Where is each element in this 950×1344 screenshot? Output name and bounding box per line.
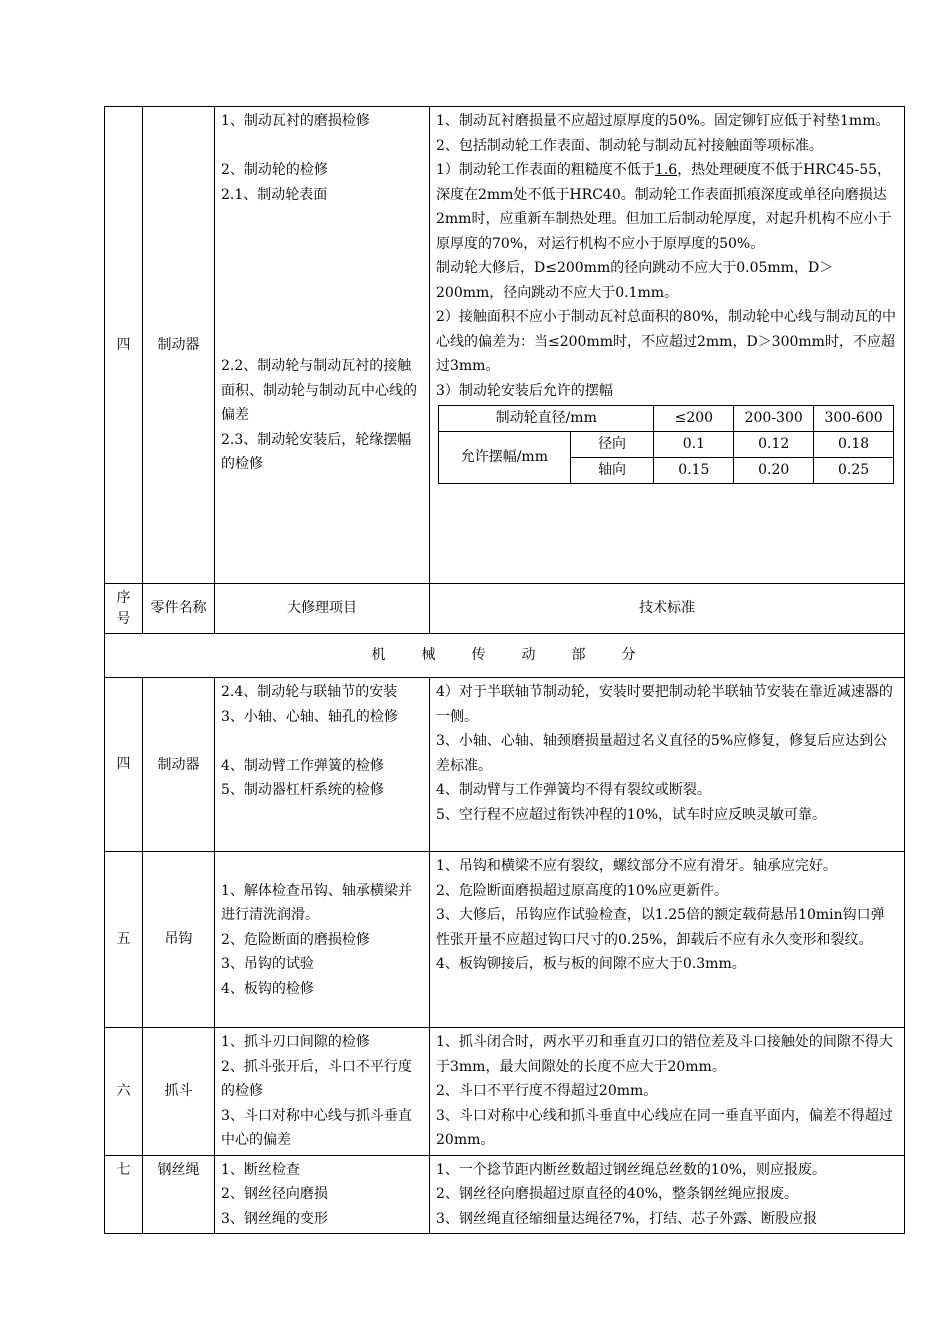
header-item: 大修理项目 [215,584,430,634]
part-name-cell: 制动器 [143,678,215,852]
standards-cell [430,1155,905,1234]
value-cell: 0.1 [654,432,734,458]
roughness-value: 1.6 [654,162,678,178]
repair-item: 3、吊钩的试验 [221,956,314,972]
standard-text: 制动轮大修后，D≤200mm的径向跳动不应大于0.05mm，D＞200mm，径向跳动不应大于0.1mm。 [436,260,834,301]
repair-item: 2、钢丝径向磨损 [221,1186,328,1202]
value-cell: 0.15 [654,458,734,484]
standard-text: 1）制动轮工作表面的粗糙度不低于1.6，热处理硬度不低于HRC45-55，深度在2mm处不低于HRC40。制动轮工作表面抓痕深度或单径向磨损达2mm时，应重新车制热处理。但加工后制动轮厚度，对起升机构不应小于原厚度的70%，对运行机构不应小于原厚度的50%。 [436,162,892,252]
header-part: 零件名称 [143,584,215,634]
standard-text: 2、钢丝径向磨损超过原直径的40%，整条钢丝绳应报废。 [436,1186,799,1202]
repair-item: 2、危险断面的磨损检修 [221,931,370,948]
repair-items-cell [215,852,430,1028]
standards-cell [430,107,905,584]
diameter-col: ≤200 [654,406,734,432]
header-seq: 序号 [105,584,143,634]
standard-text: 2）接触面积不应小于制动瓦衬总面积的80%，制动轮中心线与制动瓦的中心线的偏差为：当≤200mm时，不应超过2mm，D＞300mm时，不应超过3mm。 [436,309,897,374]
repair-item: 5、制动器杠杆系统的检修 [221,782,384,798]
row-brake-1 [105,107,905,584]
table-header-row [105,584,905,634]
repair-item: 4、制动臂工作弹簧的检修 [221,757,384,774]
standard-text: 2、斗口不平行度不得超过20mm。 [436,1083,658,1099]
repair-item: 3、小轴、心轴、轴孔的检修 [221,708,398,725]
part-name-cell: 制动器 [143,107,215,584]
standards-cell [430,678,905,852]
standard-text: 1、吊钩和横梁不应有裂纹，螺纹部分不应有滑牙。轴承应完好。 [436,858,837,874]
repair-items-cell [215,107,430,584]
diameter-col: 200-300 [734,406,814,432]
repair-item: 3、钢丝绳的变形 [221,1210,328,1227]
standard-text: 3、钢丝绳直径缩细量达绳径7%，打结、芯子外露、断股应报 [436,1210,818,1227]
part-name-cell: 抓斗 [143,1028,215,1156]
standard-text: 2、包括制动轮工作表面、制动轮与制动瓦衬接触面等项标准。 [436,137,823,154]
standard-text: 1、一个捻节距内断丝数超过钢丝绳总丝数的10%，则应报废。 [436,1161,827,1178]
repair-items-cell [215,678,430,852]
row-brake-2 [105,678,905,852]
standard-text: 1、抓斗闭合时，两水平刃和垂直刃口的错位差及斗口接触处的间隙不得大于3mm，最大间隙处的长度不应大于20mm。 [436,1034,893,1075]
seq-cell: 四 [105,678,143,852]
header-standard: 技术标准 [430,584,905,634]
standards-cell [430,1028,905,1156]
seq-cell: 六 [105,1028,143,1156]
seq-cell: 四 [105,107,143,584]
standard-text: 3）制动轮安装后允许的摆幅 [436,382,613,399]
standards-cell [430,852,905,1028]
repair-item: 1、断丝检查 [221,1161,300,1178]
standard-text: 4、制动臂与工作弹簧均不得有裂纹或断裂。 [436,782,711,798]
repair-standards-table [104,106,905,1234]
seq-cell: 七 [105,1155,143,1234]
value-cell: 0.18 [814,432,894,458]
standard-text: 3、小轴、心轴、轴颈磨损量超过名义直径的5%应修复，修复后应达到公差标准。 [436,733,888,774]
value-cell: 0.12 [734,432,814,458]
repair-item: 2.3、制动轮安装后，轮缘摆幅的检修 [221,431,412,472]
diameter-header: 制动轮直径/mm [439,406,654,432]
section-title: 机 械 传 动 部 分 [105,634,905,678]
repair-items-cell [215,1028,430,1156]
standard-text: 4）对于半联轴节制动轮，安装时要把制动轮半联轴节安装在靠近减速器的一侧。 [436,684,893,725]
repair-item: 2.2、制动轮与制动瓦衬的接触面积、制动轮与制动瓦中心线的偏差 [221,358,417,423]
part-name-cell: 钢丝绳 [143,1155,215,1234]
standard-text: 1、制动瓦衬磨损量不应超过原厚度的50%。固定铆钉应低于衬垫1mm。 [436,113,890,129]
standard-text: 5、空行程不应超过衔铁冲程的10%，试车时应反映灵敏可靠。 [436,806,827,823]
row-grab [105,1028,905,1156]
row-wire-rope [105,1155,905,1234]
repair-item: 1、制动瓦衬的磨损检修 [221,113,370,129]
repair-item: 2.4、制动轮与联轴节的安装 [221,684,398,700]
repair-item: 2、制动轮的检修 [221,162,328,178]
repair-items-cell [215,1155,430,1234]
repair-item: 4、板钩的检修 [221,980,314,997]
part-name-cell: 吊钩 [143,852,215,1028]
axial-label: 轴向 [570,458,654,484]
section-title-row [105,634,905,678]
swing-label: 允许摆幅/mm [439,432,571,484]
repair-item: 1、解体检查吊钩、轴承横梁并进行清洗润滑。 [221,882,412,923]
standard-text: 3、斗口对称中心线和抓斗垂直中心线应在同一垂直平面内，偏差不得超过20mm。 [436,1107,893,1148]
diameter-col: 300-600 [814,406,894,432]
standard-text: 4、板钩铆接后，板与板的间隙不应大于0.3mm。 [436,956,746,972]
standard-text: 3、大修后，吊钩应作试验检查，以1.25倍的额定载荷悬吊10min钩口弹性张开量不应超过钩口尺寸的0.25%，卸载后不应有永久变形和裂纹。 [436,907,885,948]
standard-text: 2、危险断面磨损超过原高度的10%应更新件。 [436,882,729,899]
seq-cell: 五 [105,852,143,1028]
repair-item: 2.1、制动轮表面 [221,186,328,203]
swing-tolerance-table [438,405,894,484]
radial-label: 径向 [570,432,654,458]
repair-item: 1、抓斗刃口间隙的检修 [221,1034,370,1050]
repair-item: 2、抓斗张开后，斗口不平行度的检修 [221,1058,412,1099]
repair-item: 3、斗口对称中心线与抓斗垂直中心的偏差 [221,1107,412,1148]
value-cell: 0.25 [814,458,894,484]
row-hook [105,852,905,1028]
value-cell: 0.20 [734,458,814,484]
